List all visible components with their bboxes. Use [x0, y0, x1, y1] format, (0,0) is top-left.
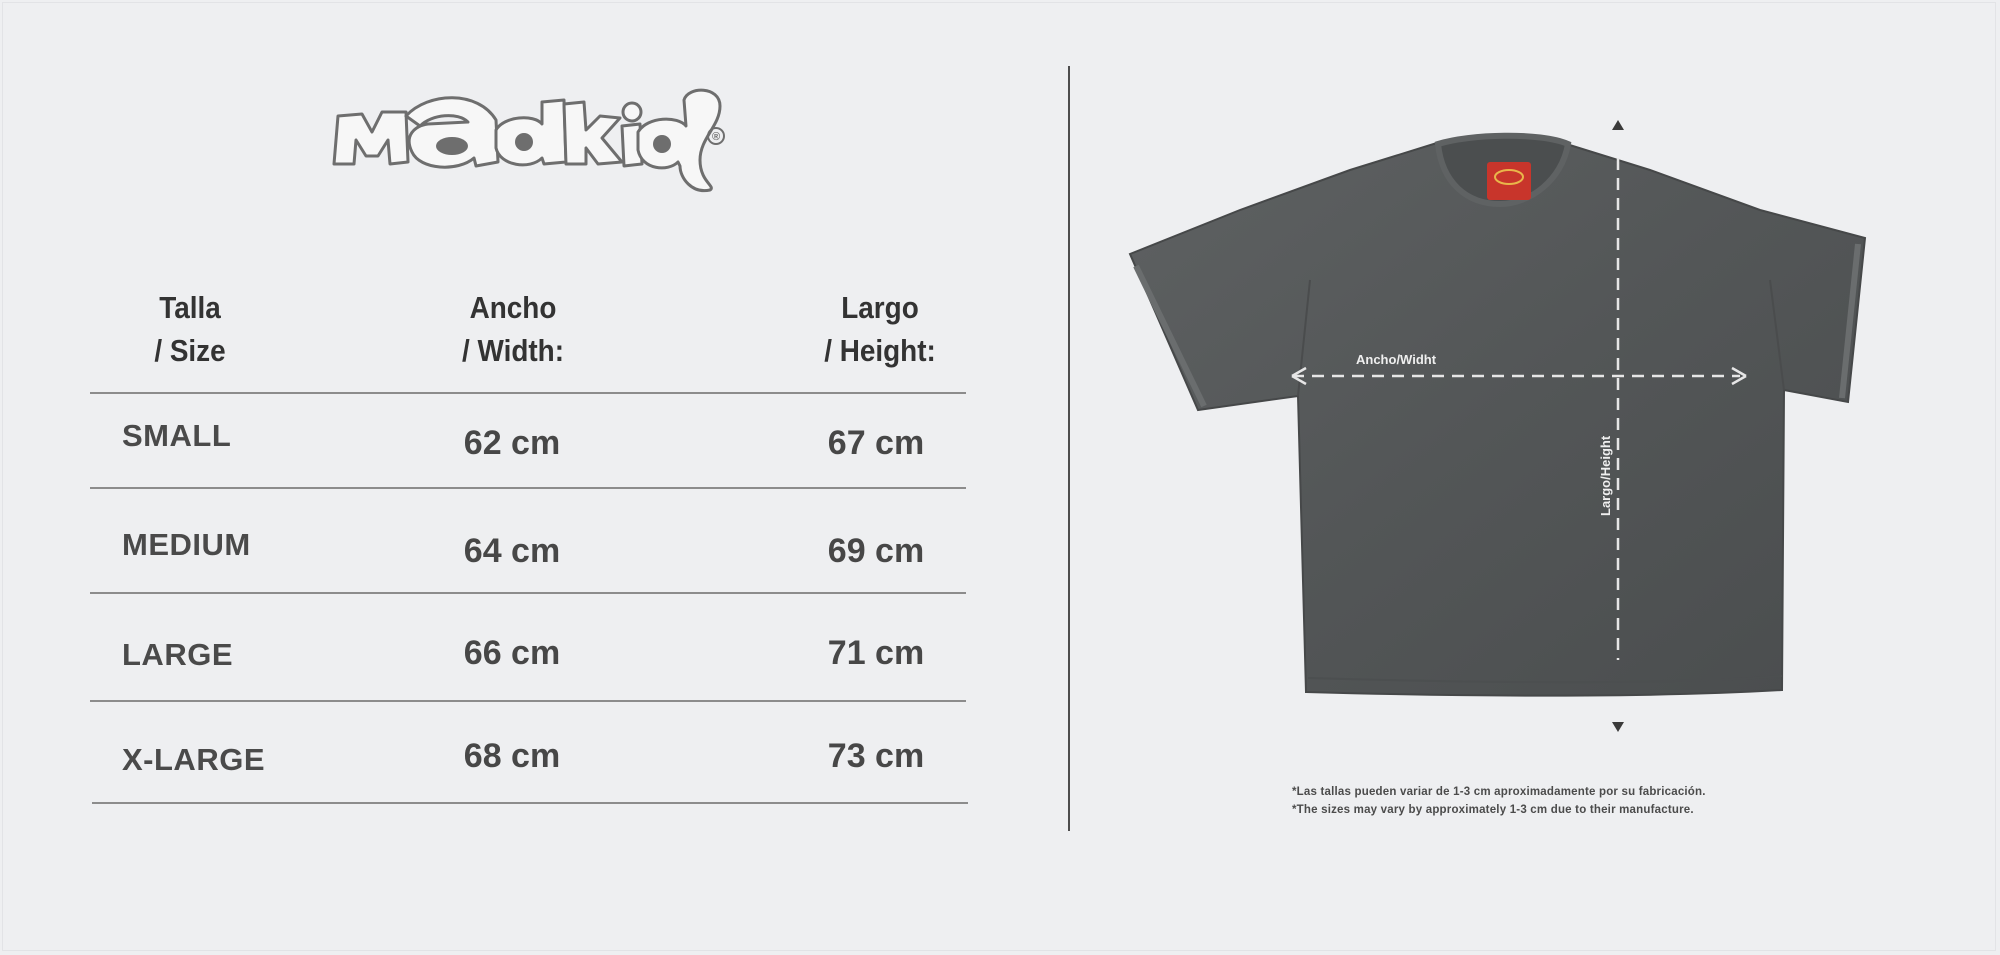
row-size-large: LARGE: [122, 637, 233, 672]
brand-logo: [328, 86, 728, 196]
header-size-line2: / Size: [154, 333, 226, 368]
size-note-es: *Las tallas pueden variar de 1-3 cm aproximadamente por su fabricación.: [1292, 786, 1706, 798]
height-arrow-bottom-icon: [1612, 722, 1624, 732]
table-rule: [90, 700, 966, 702]
row-size-small: SMALL: [122, 418, 232, 453]
height-measure-label: Largo/Height: [1598, 435, 1613, 516]
row-size-medium: MEDIUM: [122, 527, 251, 562]
row-height-medium: 69 cm: [827, 532, 925, 570]
brand-logo-graphic: [328, 86, 728, 196]
row-height-xlarge: 73 cm: [827, 737, 925, 775]
header-height-line2: / Height:: [824, 333, 936, 368]
table-rule: [92, 802, 968, 804]
row-width-small: 62 cm: [463, 424, 561, 462]
section-divider: [1068, 66, 1070, 831]
header-width-line2: / Width:: [461, 333, 565, 368]
tshirt-illustration: [1120, 110, 1940, 750]
row-width-medium: 64 cm: [463, 532, 561, 570]
table-rule: [90, 592, 966, 594]
row-height-large: 71 cm: [827, 634, 925, 672]
header-size-line1: Talla: [159, 290, 221, 325]
size-note-en: *The sizes may vary by approximately 1-3 cm due to their manufacture.: [1292, 804, 1694, 816]
tshirt-diagram: [1120, 110, 1940, 750]
tshirt-tag: [1487, 162, 1531, 200]
header-size: [136, 286, 244, 372]
row-size-xlarge: X-LARGE: [122, 742, 265, 777]
header-width: [447, 286, 578, 372]
header-width-line1: Ancho: [469, 290, 557, 325]
tshirt-body: [1130, 135, 1865, 695]
registered-mark: ®: [711, 131, 721, 143]
row-width-xlarge: 68 cm: [463, 737, 561, 775]
header-height-line1: Largo: [841, 290, 919, 325]
header-height: [808, 286, 952, 372]
row-width-large: 66 cm: [463, 634, 561, 672]
height-arrow-top-icon: [1612, 120, 1624, 130]
table-rule: [90, 392, 966, 394]
width-measure-label: Ancho/Widht: [1356, 352, 1437, 367]
table-rule: [90, 487, 966, 489]
row-height-small: 67 cm: [827, 424, 925, 462]
